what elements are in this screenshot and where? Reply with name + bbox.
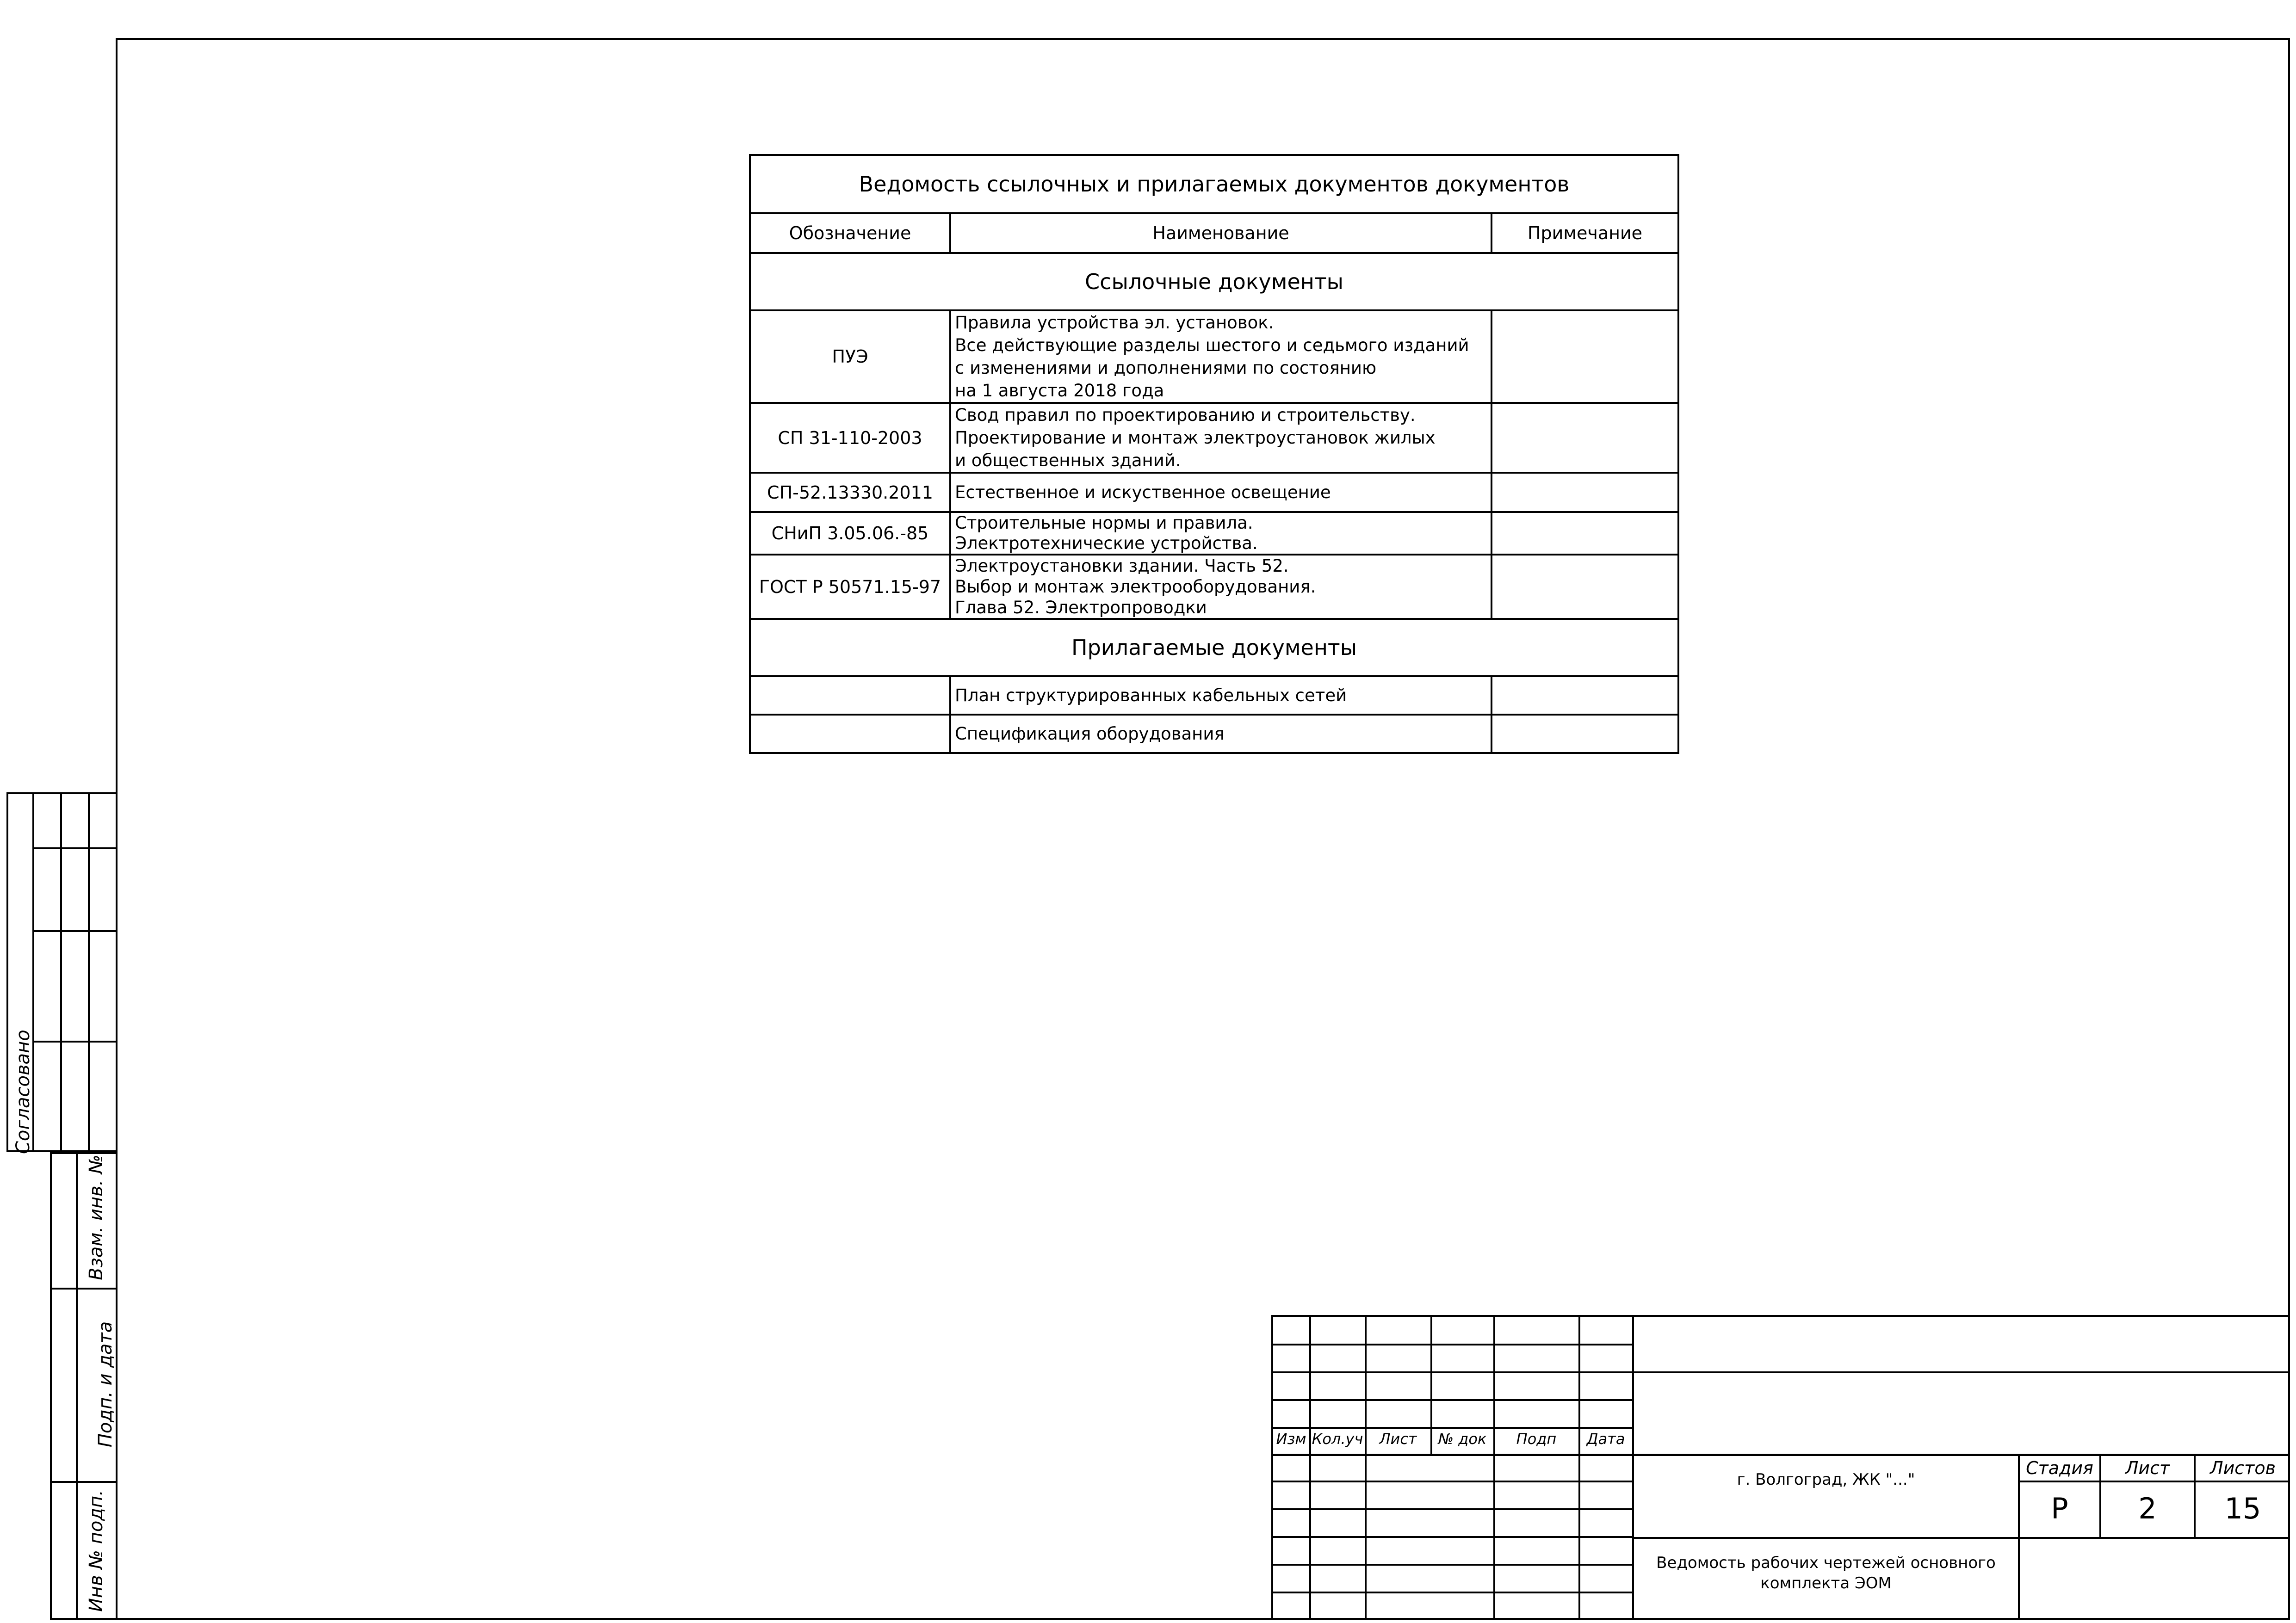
tb-line bbox=[1273, 1371, 1634, 1373]
row-name: Правила устройства эл. установок. Все действующие разделы шестого и седьмого изданий с изменениями и дополнениями по состоянию на 1 августа 2018 года bbox=[950, 310, 1491, 403]
documents-table bbox=[749, 154, 1679, 754]
tb-line bbox=[1632, 1317, 1634, 1620]
tb-line bbox=[1632, 1537, 2290, 1539]
row-designation bbox=[750, 715, 950, 753]
stamp-divider bbox=[50, 1481, 118, 1483]
table-row bbox=[750, 310, 1678, 403]
table-row bbox=[750, 715, 1678, 753]
tb-line bbox=[1632, 1454, 2290, 1456]
header-designation: Обозначение bbox=[750, 213, 950, 253]
tb-line bbox=[1273, 1344, 1634, 1345]
sheet-label: Лист bbox=[2125, 1458, 2170, 1478]
stamp-divider bbox=[32, 847, 118, 849]
tb-line bbox=[1273, 1399, 1634, 1401]
row-name: Электроустановки здании. Часть 52. Выбор и монтаж электрооборудования. Глава 52. Электропроводки bbox=[950, 555, 1491, 619]
row-name: Строительные нормы и правила. Электротехнические устройства. bbox=[950, 512, 1491, 555]
tb-line bbox=[1493, 1317, 1495, 1620]
tb-line bbox=[1273, 1454, 1634, 1456]
tb-line bbox=[1273, 1508, 1634, 1510]
table-title: Ведомость ссылочных и прилагаемых документов документов bbox=[750, 155, 1678, 213]
label-izm: Изм bbox=[1276, 1430, 1306, 1448]
stage-label: Стадия bbox=[2026, 1458, 2093, 1478]
tb-line bbox=[1273, 1536, 1634, 1538]
table-row bbox=[750, 403, 1678, 473]
drawing-title: Ведомость рабочих чертежей основного комплекта ЭОМ bbox=[1656, 1554, 1996, 1592]
tb-line bbox=[1365, 1317, 1367, 1620]
row-designation: СП-52.13330.2011 bbox=[750, 473, 950, 512]
sign-date-label: Подп. и дата bbox=[95, 1321, 116, 1448]
row-designation: СНиП 3.05.06.-85 bbox=[750, 512, 950, 555]
row-note bbox=[1491, 403, 1678, 473]
row-designation: ГОСТ Р 50571.15-97 bbox=[750, 555, 950, 619]
tb-line bbox=[1273, 1481, 1634, 1482]
label-list: Лист bbox=[1379, 1430, 1417, 1448]
row-note bbox=[1491, 473, 1678, 512]
stamp-divider bbox=[32, 1041, 118, 1043]
sheet-value: 2 bbox=[2138, 1492, 2157, 1525]
section-attached: Прилагаемые документы bbox=[750, 619, 1678, 676]
inv-original-label: Инв № подп. bbox=[86, 1490, 107, 1612]
table-row bbox=[750, 473, 1678, 512]
row-note bbox=[1491, 512, 1678, 555]
stamp-divider bbox=[60, 792, 62, 1152]
row-note bbox=[1491, 555, 1678, 619]
label-podp: Подп bbox=[1516, 1430, 1557, 1448]
stamp-divider bbox=[76, 1152, 78, 1620]
agreed-label: Согласовано bbox=[12, 1030, 34, 1154]
stamp-divider bbox=[32, 930, 118, 932]
tb-line bbox=[2018, 1481, 2290, 1482]
label-kol-uch: Кол.уч bbox=[1312, 1430, 1363, 1448]
row-designation: ПУЭ bbox=[750, 310, 950, 403]
row-designation bbox=[750, 676, 950, 715]
stamp-divider bbox=[50, 1288, 118, 1290]
header-note: Примечание bbox=[1491, 213, 1678, 253]
tb-line bbox=[1273, 1564, 1634, 1566]
tb-line bbox=[1273, 1427, 1634, 1429]
row-designation: СП 31-110-2003 bbox=[750, 403, 950, 473]
row-note bbox=[1491, 676, 1678, 715]
header-name: Наименование bbox=[950, 213, 1491, 253]
table-row bbox=[750, 512, 1678, 555]
row-name: Спецификация оборудования bbox=[950, 715, 1491, 753]
row-note bbox=[1491, 715, 1678, 753]
section-referenced: Ссылочные документы bbox=[750, 253, 1678, 310]
sheets-label: Листов bbox=[2210, 1458, 2276, 1478]
tb-line bbox=[1273, 1592, 1634, 1593]
row-name: Естественное и искуственное освещение bbox=[950, 473, 1491, 512]
tb-line bbox=[1632, 1371, 2290, 1373]
replaced-inv-label: Взам. инв. № bbox=[86, 1154, 107, 1280]
table-row bbox=[750, 676, 1678, 715]
stamp-divider bbox=[88, 792, 90, 1152]
stage-value: Р bbox=[2051, 1492, 2068, 1525]
tb-line bbox=[2018, 1454, 2020, 1620]
project-name: г. Волгоград, ЖК "..." bbox=[1737, 1470, 1915, 1489]
label-doc-no: № док bbox=[1438, 1430, 1487, 1448]
table-row bbox=[750, 555, 1678, 619]
title-block bbox=[1271, 1315, 2290, 1620]
row-name: План структурированных кабельных сетей bbox=[950, 676, 1491, 715]
label-data: Дата bbox=[1586, 1430, 1625, 1448]
sheets-value: 15 bbox=[2224, 1492, 2261, 1525]
tb-line bbox=[1578, 1317, 1580, 1620]
tb-line bbox=[1309, 1317, 1311, 1620]
row-note bbox=[1491, 310, 1678, 403]
row-name: Свод правил по проектированию и строительству. Проектирование и монтаж электроустановок жилых и общественных зданий. bbox=[950, 403, 1491, 473]
